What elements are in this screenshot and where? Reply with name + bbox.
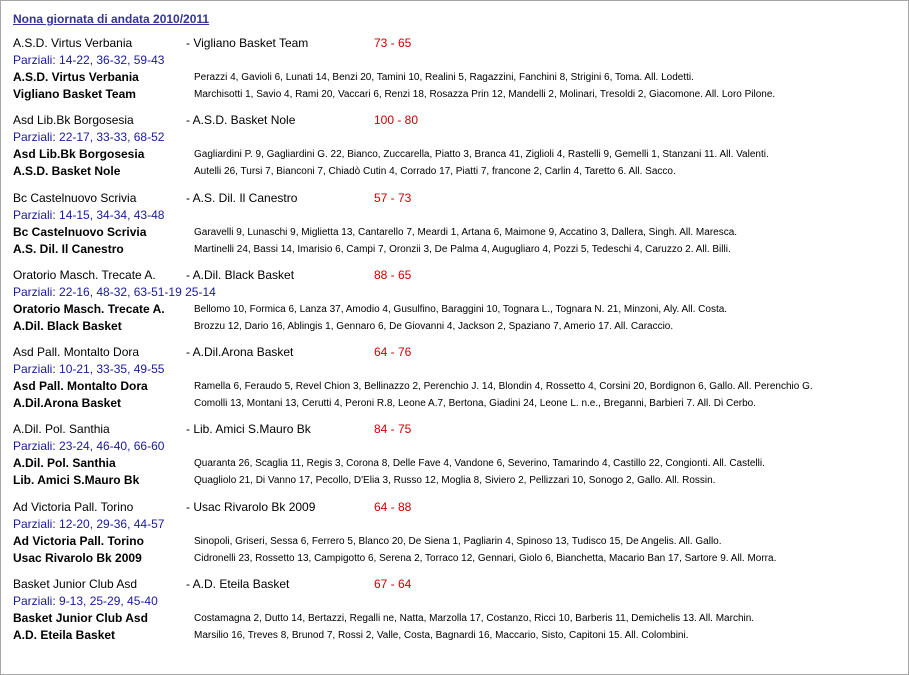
partial-scores: Parziali: 23-24, 46-40, 66-60 — [13, 439, 165, 454]
home-scorers: Sinopoli, Griseri, Sessa 6, Ferrero 5, Blanco 20, De Siena 1, Pagliarin 4, Spinoso 13, Tudisco 15, De Angelis. All. Gallo. — [194, 535, 722, 547]
final-score: 57 - 73 — [374, 190, 412, 205]
home-scorers: Garavelli 9, Lunaschi 9, Miglietta 13, Cantarello 7, Meardi 1, Artana 6, Maimone 9, Accatino 3, Dallera, Singh. All. Maresca. — [194, 226, 738, 238]
home-team-name: Basket Junior Club Asd — [13, 611, 148, 626]
home-team-name: Ad Victoria Pall. Torino — [13, 533, 144, 548]
away-scorers-row — [13, 472, 903, 489]
away-scorers: Marchisotti 1, Savio 4, Rami 20, Vaccari 6, Renzi 18, Rosazza Prin 12, Mandelli 2, Molinari, Tresoldi 2, Giacomone. All. Loro Pilone. — [194, 89, 776, 100]
home-scorers: Bellomo 10, Formica 6, Lanza 37, Amodio 4, Gusulfino, Baraggini 10, Tognara L., Tognara N. 21, Minzoni, Aly. All. Costa. — [194, 303, 728, 315]
game-block — [13, 190, 903, 267]
home-team-label: A.S.D. Virtus Verbania — [13, 36, 133, 50]
fixture-row — [13, 190, 903, 207]
away-team-name: Vigliano Basket Team — [13, 87, 136, 101]
away-scorers: Quagliolo 21, Di Vanno 17, Pecollo, D'Elia 3, Russo 12, Moglia 8, Siviero 2, Pellizzari 10, Sonogo 2, Gallo. All. Rossin. — [194, 475, 716, 487]
away-scorers: Comolli 13, Montani 13, Cerutti 4, Peroni R.8, Leone A.7, Bertona, Giadini 24, Leone L. n.e., Breganni, Barbieri 7. All. Di Cerbo. — [194, 398, 756, 410]
away-scorers-row — [13, 241, 903, 258]
home-team-label: Oratorio Masch. Trecate A. — [13, 267, 156, 282]
home-team-label: Asd Lib.Bk Borgosesia — [13, 113, 134, 128]
game-block — [13, 499, 903, 576]
home-scorers: Ramella 6, Feraudo 5, Revel Chion 3, Bellinazzo 2, Perenchio J. 14, Blondin 4, Rossetto 4, Corsini 20, Bordignon 6, Gallo. All. Perenchio G. — [194, 381, 813, 393]
home-scorers-row — [13, 301, 903, 318]
final-score: 67 - 64 — [374, 577, 412, 592]
final-score: 88 - 65 — [374, 267, 412, 282]
home-team-name: Oratorio Masch. Trecate A. — [13, 301, 165, 316]
away-team-label: - Vigliano Basket Team — [186, 36, 309, 50]
home-scorers-row — [13, 455, 903, 472]
final-score: 84 - 75 — [374, 422, 412, 437]
game-block — [13, 267, 903, 344]
away-team-name: A.S.D. Basket Nole — [13, 164, 121, 179]
away-scorers-row — [13, 86, 903, 103]
away-team-name: Usac Rivarolo Bk 2009 — [13, 550, 142, 565]
fixture-row — [13, 344, 903, 361]
home-scorers-row — [13, 146, 903, 163]
home-team-label: A.Dil. Pol. Santhia — [13, 422, 110, 437]
home-team-name: Bc Castelnuovo Scrivia — [13, 224, 147, 239]
partial-scores: Parziali: 10-21, 33-35, 49-55 — [13, 362, 165, 377]
partial-scores: Parziali: 12-20, 29-36, 44-57 — [13, 516, 165, 531]
partial-scores: Parziali: 14-15, 34-34, 43-48 — [13, 207, 165, 222]
away-team-name: A.Dil. Black Basket — [13, 318, 122, 333]
fixture-row — [13, 267, 903, 284]
final-score: 100 - 80 — [374, 113, 419, 128]
home-scorers: Gagliardini P. 9, Gagliardini G. 22, Bianco, Zuccarella, Piatto 3, Branca 41, Ziglioli 4, Rastelli 9, Gemelli 1, Stanzani 11. All. Valenti. — [194, 149, 769, 161]
away-team-label: - A.Dil.Arona Basket — [186, 345, 294, 360]
away-team-label: - Usac Rivarolo Bk 2009 — [186, 499, 316, 514]
fixture-row — [13, 35, 903, 52]
home-team-label: Basket Junior Club Asd — [13, 577, 138, 592]
away-scorers-row — [13, 318, 903, 335]
fixture-row — [13, 576, 903, 593]
away-scorers-row — [13, 627, 903, 644]
away-team-name: A.S. Dil. Il Canestro — [13, 241, 124, 256]
home-team-name: Asd Lib.Bk Borgosesia — [13, 147, 145, 162]
final-score: 73 - 65 — [374, 36, 412, 50]
away-team-label: - A.Dil. Black Basket — [186, 267, 295, 282]
page-title: Nona giornata di andata 2010/2011 — [13, 12, 210, 26]
away-scorers: Autelli 26, Tursi 7, Bianconi 7, Chiadò Cutin 4, Corrado 17, Piatti 7, francone 2, Carlin 4, Taretto 6. All. Sacco. — [194, 166, 676, 178]
home-team-label: Ad Victoria Pall. Torino — [13, 499, 134, 514]
away-scorers: Brozzu 12, Dario 16, Ablingis 1, Gennaro 6, De Giovanni 4, Jackson 2, Spaziano 7, Amerio 17. All. Caraccio. — [194, 320, 674, 332]
partial-scores: Parziali: 22-16, 48-32, 63-51-19 25-14 — [13, 284, 216, 299]
home-team-label: Asd Pall. Montalto Dora — [13, 345, 140, 360]
game-block — [13, 344, 903, 421]
home-scorers-row — [13, 378, 903, 395]
away-scorers-row — [13, 163, 903, 180]
game-block — [13, 576, 903, 653]
game-block — [13, 35, 903, 112]
game-block — [13, 112, 903, 189]
games-list — [13, 35, 903, 653]
home-scorers-row — [13, 610, 903, 627]
away-team-name: A.D. Eteila Basket — [13, 628, 116, 643]
away-scorers-row — [13, 395, 903, 412]
home-scorers-row — [13, 69, 903, 86]
home-team-name: A.Dil. Pol. Santhia — [13, 456, 116, 471]
partial-scores: Parziali: 22-17, 33-33, 68-52 — [13, 130, 165, 145]
away-scorers: Cidronelli 23, Rossetto 13, Campigotto 6, Serena 2, Torraco 12, Gennari, Giolo 6, Bianchetta, Macario Ban 17, Sartore 9. All. Morra. — [194, 552, 777, 564]
home-team-label: Bc Castelnuovo Scrivia — [13, 190, 137, 205]
home-scorers: Costamagna 2, Dutto 14, Bertazzi, Regalli ne, Natta, Marzolla 17, Costanzo, Ricci 10, Barberis 11, Demichelis 13. All. Marchin. — [194, 613, 755, 625]
home-scorers-row — [13, 224, 903, 241]
home-scorers: Quaranta 26, Scaglia 11, Regis 3, Corona 8, Delle Fave 4, Vandone 6, Severino, Tamarindo 4, Castillo 22, Congionti. All. Castelli. — [194, 458, 765, 470]
away-team-label: - A.S. Dil. Il Canestro — [186, 190, 298, 205]
home-team-name: Asd Pall. Montalto Dora — [13, 379, 148, 394]
final-score: 64 - 76 — [374, 345, 412, 360]
game-block — [13, 421, 903, 498]
partial-scores: Parziali: 9-13, 25-29, 45-40 — [13, 594, 158, 609]
away-team-label: - A.S.D. Basket Nole — [186, 113, 296, 128]
away-team-name: A.Dil.Arona Basket — [13, 396, 122, 411]
away-team-label: - A.D. Eteila Basket — [186, 577, 290, 592]
away-team-label: - Lib. Amici S.Mauro Bk — [186, 422, 311, 437]
home-scorers: Perazzi 4, Gavioli 6, Lunati 14, Benzi 20, Tamini 10, Realini 5, Ragazzini, Fanchini 8, Strigini 6, Toma. All. Lodetti. — [194, 72, 694, 83]
home-team-name: A.S.D. Virtus Verbania — [13, 70, 139, 84]
fixture-row — [13, 421, 903, 438]
final-score: 64 - 88 — [374, 499, 412, 514]
fixture-row — [13, 499, 903, 516]
away-scorers: Martinelli 24, Bassi 14, Imarisio 6, Campi 7, Oronzii 3, De Palma 4, Augugliaro 4, Pozzi 5, Tedeschi 4, Caruzzo 2. All. Billi. — [194, 243, 731, 255]
home-scorers-row — [13, 533, 903, 550]
away-scorers-row — [13, 550, 903, 567]
fixture-row — [13, 112, 903, 129]
away-team-name: Lib. Amici S.Mauro Bk — [13, 473, 140, 488]
away-scorers: Marsilio 16, Treves 8, Brunod 7, Rossi 2, Valle, Costa, Bagnardi 16, Maccario, Sisto, Capitoni 15. All. Colombini. — [194, 630, 689, 642]
partial-scores: Parziali: 14-22, 36-32, 59-43 — [13, 53, 165, 67]
